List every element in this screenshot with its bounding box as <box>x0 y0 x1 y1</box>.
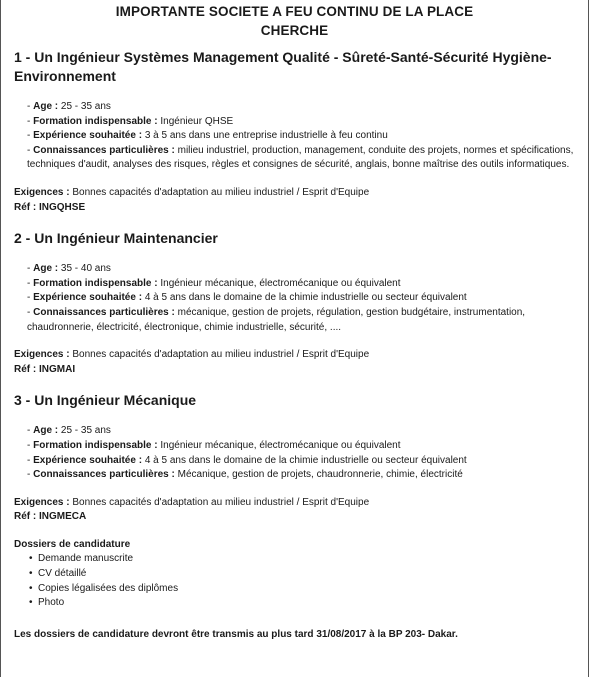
job-reference: Réf : INGQHSE <box>14 201 86 213</box>
age-value: 35 - 40 ans <box>60 263 111 275</box>
experience-value: 4 à 5 ans dans le domaine de la chimie industrielle ou secteur équivalent <box>144 454 467 466</box>
job-knowledge: - Connaissances particulières : milieu industriel, production, management, conduite des projets, normes et spécifications, techniques d'audit, analyses des risques, règles et consignes de sécurité, anglais, bonne maîtrise des outils informatiques. <box>27 144 574 171</box>
formation-value: Ingénieur mécanique, électromécanique ou équivalent <box>160 439 401 451</box>
formation-value: Ingénieur QHSE <box>160 115 234 127</box>
job-knowledge: - Connaissances particulières : Mécanique, gestion de projets, chaudronnerie, chimie, électricité <box>27 469 463 481</box>
job-knowledge: - Connaissances particulières : mécanique, gestion de projets, régulation, gestion budgétaire, instrumentation, chaudronnerie, électricité, électronique, chimie industrielle, sécurité, .... <box>27 306 526 333</box>
requirements-value: Bonnes capacités d'adaptation au milieu industriel / Esprit d'Equipe <box>72 186 370 198</box>
job-experience: - Expérience souhaitée : 4 à 5 ans dans le domaine de la chimie industrielle ou secteur équivalent <box>27 292 467 304</box>
requirements-value: Bonnes capacités d'adaptation au milieu industriel / Esprit d'Equipe <box>72 349 370 361</box>
job-requirements <box>14 348 575 363</box>
requirements-label: Exigences : <box>14 186 70 198</box>
submission-deadline: Les dossiers de candidature devront être transmis au plus tard 31/08/2017 à la BP 203- Dakar. <box>14 628 458 640</box>
knowledge-label: Connaissances particulières : <box>33 144 175 156</box>
dossier-section <box>14 538 575 611</box>
experience-label: Expérience souhaitée : <box>33 292 143 304</box>
knowledge-label: Connaissances particulières : <box>33 306 175 318</box>
job-formation: - Formation indispensable : Ingénieur mécanique, électromécanique ou équivalent <box>27 439 401 451</box>
dossier-item: • Demande manuscrite <box>29 552 575 567</box>
age-label: Age : <box>33 101 59 112</box>
requirements-value: Bonnes capacités d'adaptation au milieu industriel / Esprit d'Equipe <box>72 496 370 508</box>
ad-content <box>1 48 588 642</box>
job-title: 2 - Un Ingénieur Maintenancier <box>14 230 218 247</box>
job-title: 3 - Un Ingénieur Mécanique <box>14 392 197 409</box>
knowledge-value: milieu industriel, production, management, conduite des projets, normes et spécifications, techniques d'audit, analyses des risques, règles et consignes de sécurité, anglais, bonne maîtrise des outils informatiques. <box>27 144 574 171</box>
job-age: - Age : 35 - 40 ans <box>27 263 111 275</box>
experience-value: 4 à 5 ans dans le domaine de la chimie industrielle ou secteur équivalent <box>144 292 467 304</box>
experience-value: 3 à 5 ans dans une entreprise industrielle à feu continu <box>144 130 388 142</box>
header-company-line: IMPORTANTE SOCIETE A FEU CONTINU DE LA PLACE <box>115 4 474 19</box>
dossier-item: • Photo <box>29 596 575 611</box>
job-section-qhse <box>14 48 575 215</box>
job-requirements <box>14 496 575 511</box>
job-details <box>27 262 575 335</box>
job-experience: - Expérience souhaitée : 4 à 5 ans dans le domaine de la chimie industrielle ou secteur équivalent <box>27 454 467 466</box>
job-section-mecanique <box>14 391 575 525</box>
dossier-item: • Copies légalisées des diplômes <box>29 582 575 597</box>
job-reference: Réf : INGMECA <box>14 511 87 523</box>
job-title: 1 - Un Ingénieur Systèmes Management Qualité - Sûreté-Santé-Sécurité Hygiène-Environnement <box>14 49 552 84</box>
job-age: - Age : 25 - 35 ans <box>27 425 111 437</box>
header-cherche-line: CHERCHE <box>260 23 329 38</box>
job-reference: Réf : INGMAI <box>14 363 76 375</box>
formation-value: Ingénieur mécanique, électromécanique ou équivalent <box>160 277 401 289</box>
age-label: Age : <box>33 263 59 275</box>
formation-label: Formation indispensable : <box>33 439 158 451</box>
job-details <box>27 100 575 173</box>
job-section-maintenancier <box>14 229 575 377</box>
age-value: 25 - 35 ans <box>60 101 111 112</box>
dossier-title: Dossiers de candidature <box>14 538 131 550</box>
formation-label: Formation indispensable : <box>33 277 158 289</box>
job-details <box>27 424 575 482</box>
job-formation: - Formation indispensable : Ingénieur mécanique, électromécanique ou équivalent <box>27 277 401 289</box>
knowledge-value: mécanique, gestion de projets, régulation, gestion budgétaire, instrumentation, chaudronnerie, électricité, électronique, chimie industrielle, sécurité, .... <box>27 306 526 333</box>
age-label: Age : <box>33 425 59 437</box>
requirements-label: Exigences : <box>14 349 70 361</box>
age-value: 25 - 35 ans <box>60 425 111 437</box>
requirements-label: Exigences : <box>14 496 70 508</box>
job-age: - Age : 25 - 35 ans <box>27 101 111 112</box>
experience-label: Expérience souhaitée : <box>33 454 143 466</box>
dossier-item: • CV détaillé <box>29 567 575 582</box>
formation-label: Formation indispensable : <box>33 115 158 127</box>
knowledge-value: Mécanique, gestion de projets, chaudronnerie, chimie, électricité <box>177 469 463 481</box>
experience-label: Expérience souhaitée : <box>33 130 143 142</box>
dossier-list <box>14 552 575 610</box>
job-requirements <box>14 186 575 201</box>
ad-header <box>1 2 588 40</box>
job-formation: - Formation indispensable : Ingénieur QHSE <box>27 115 234 127</box>
job-experience: - Expérience souhaitée : 3 à 5 ans dans une entreprise industrielle à feu continu <box>27 130 388 142</box>
knowledge-label: Connaissances particulières : <box>33 469 175 481</box>
